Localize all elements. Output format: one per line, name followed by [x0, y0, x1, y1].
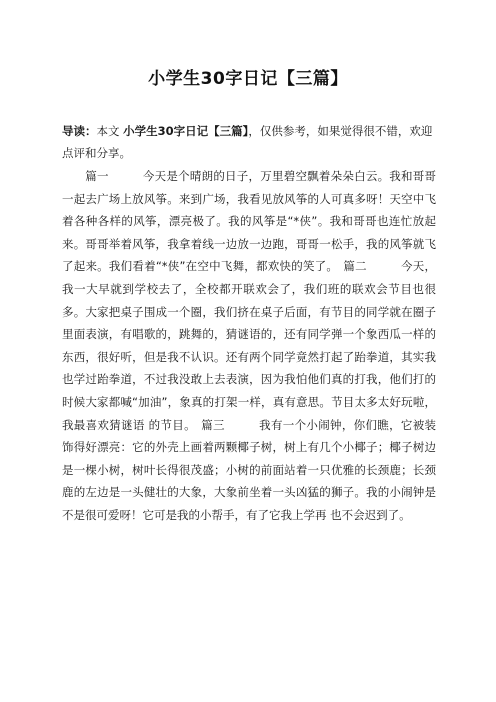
intro-label: 导读：: [62, 124, 97, 138]
section-2-text: 今天，我一大早就到学校去了，全校都开联欢会了，我们班的联欢会节目也很多。大家把桌子围成一个圈，我们挤在桌子后面，有节目的同学就在圈子里面表演，有唱歌的，跳舞的，猜谜语的，还有同学弹一个象西瓜一样的东西，很好听，但是我不认识。还有两个同学竟然打起了跆拳道，其实我也学过跆拳道，不过我没敢上去表演，因为我怕他们真的打我，他们打的时候大家都喊“加油”，象真的打架一样，真有意思。节目太多太好玩啦，我最喜欢猜谜语 的节目。: [62, 259, 437, 432]
intro-highlight: 小学生30字日记【三篇】: [123, 124, 249, 138]
section-2-heading: 篇二: [343, 259, 367, 274]
section-3-heading: 篇三: [200, 417, 225, 432]
section-1-text: 今天是个晴朗的日子，万里碧空飘着朵朵白云。我和哥哥一起去广场上放风筝。来到广场，我看见放风筝的人可真多呀！天空中飞着各种各样的风筝，漂亮极了。我的风筝是“*侠”。我和哥哥也连忙放起来。哥哥举着风筝，我拿着线一边放一边跑，哥哥一松手，我的风筝就飞了起来。我们看着“*侠”在空中飞舞，都欢快的笑了。: [62, 169, 437, 274]
section-1-heading: 篇一: [85, 169, 109, 183]
intro-text-before: 本文: [96, 124, 124, 138]
diary-body: [62, 165, 436, 527]
section-3-text: 我有一个小闹钟，你们瞧，它被装饰得好漂亮：它的外壳上画着两颗椰子树，树上有几个小椰子；椰子树边是一棵小树，树叶长得很茂盛；小树的前面站着一只优雅的长颈鹿；长颈鹿的左边是一头健壮的大象，大象前坐着一头凶猛的狮子。我的小闹钟是不是很可爱呀！它可是我的小帮手，有了它我上学再 也不会迟到了。: [62, 417, 437, 522]
intro-text-after: ，仅供参考，如果觉得很不错，欢迎点评和分享。: [62, 124, 433, 160]
document-title: 小学生30字日记【三篇】: [148, 69, 348, 89]
intro-paragraph: [62, 120, 434, 164]
